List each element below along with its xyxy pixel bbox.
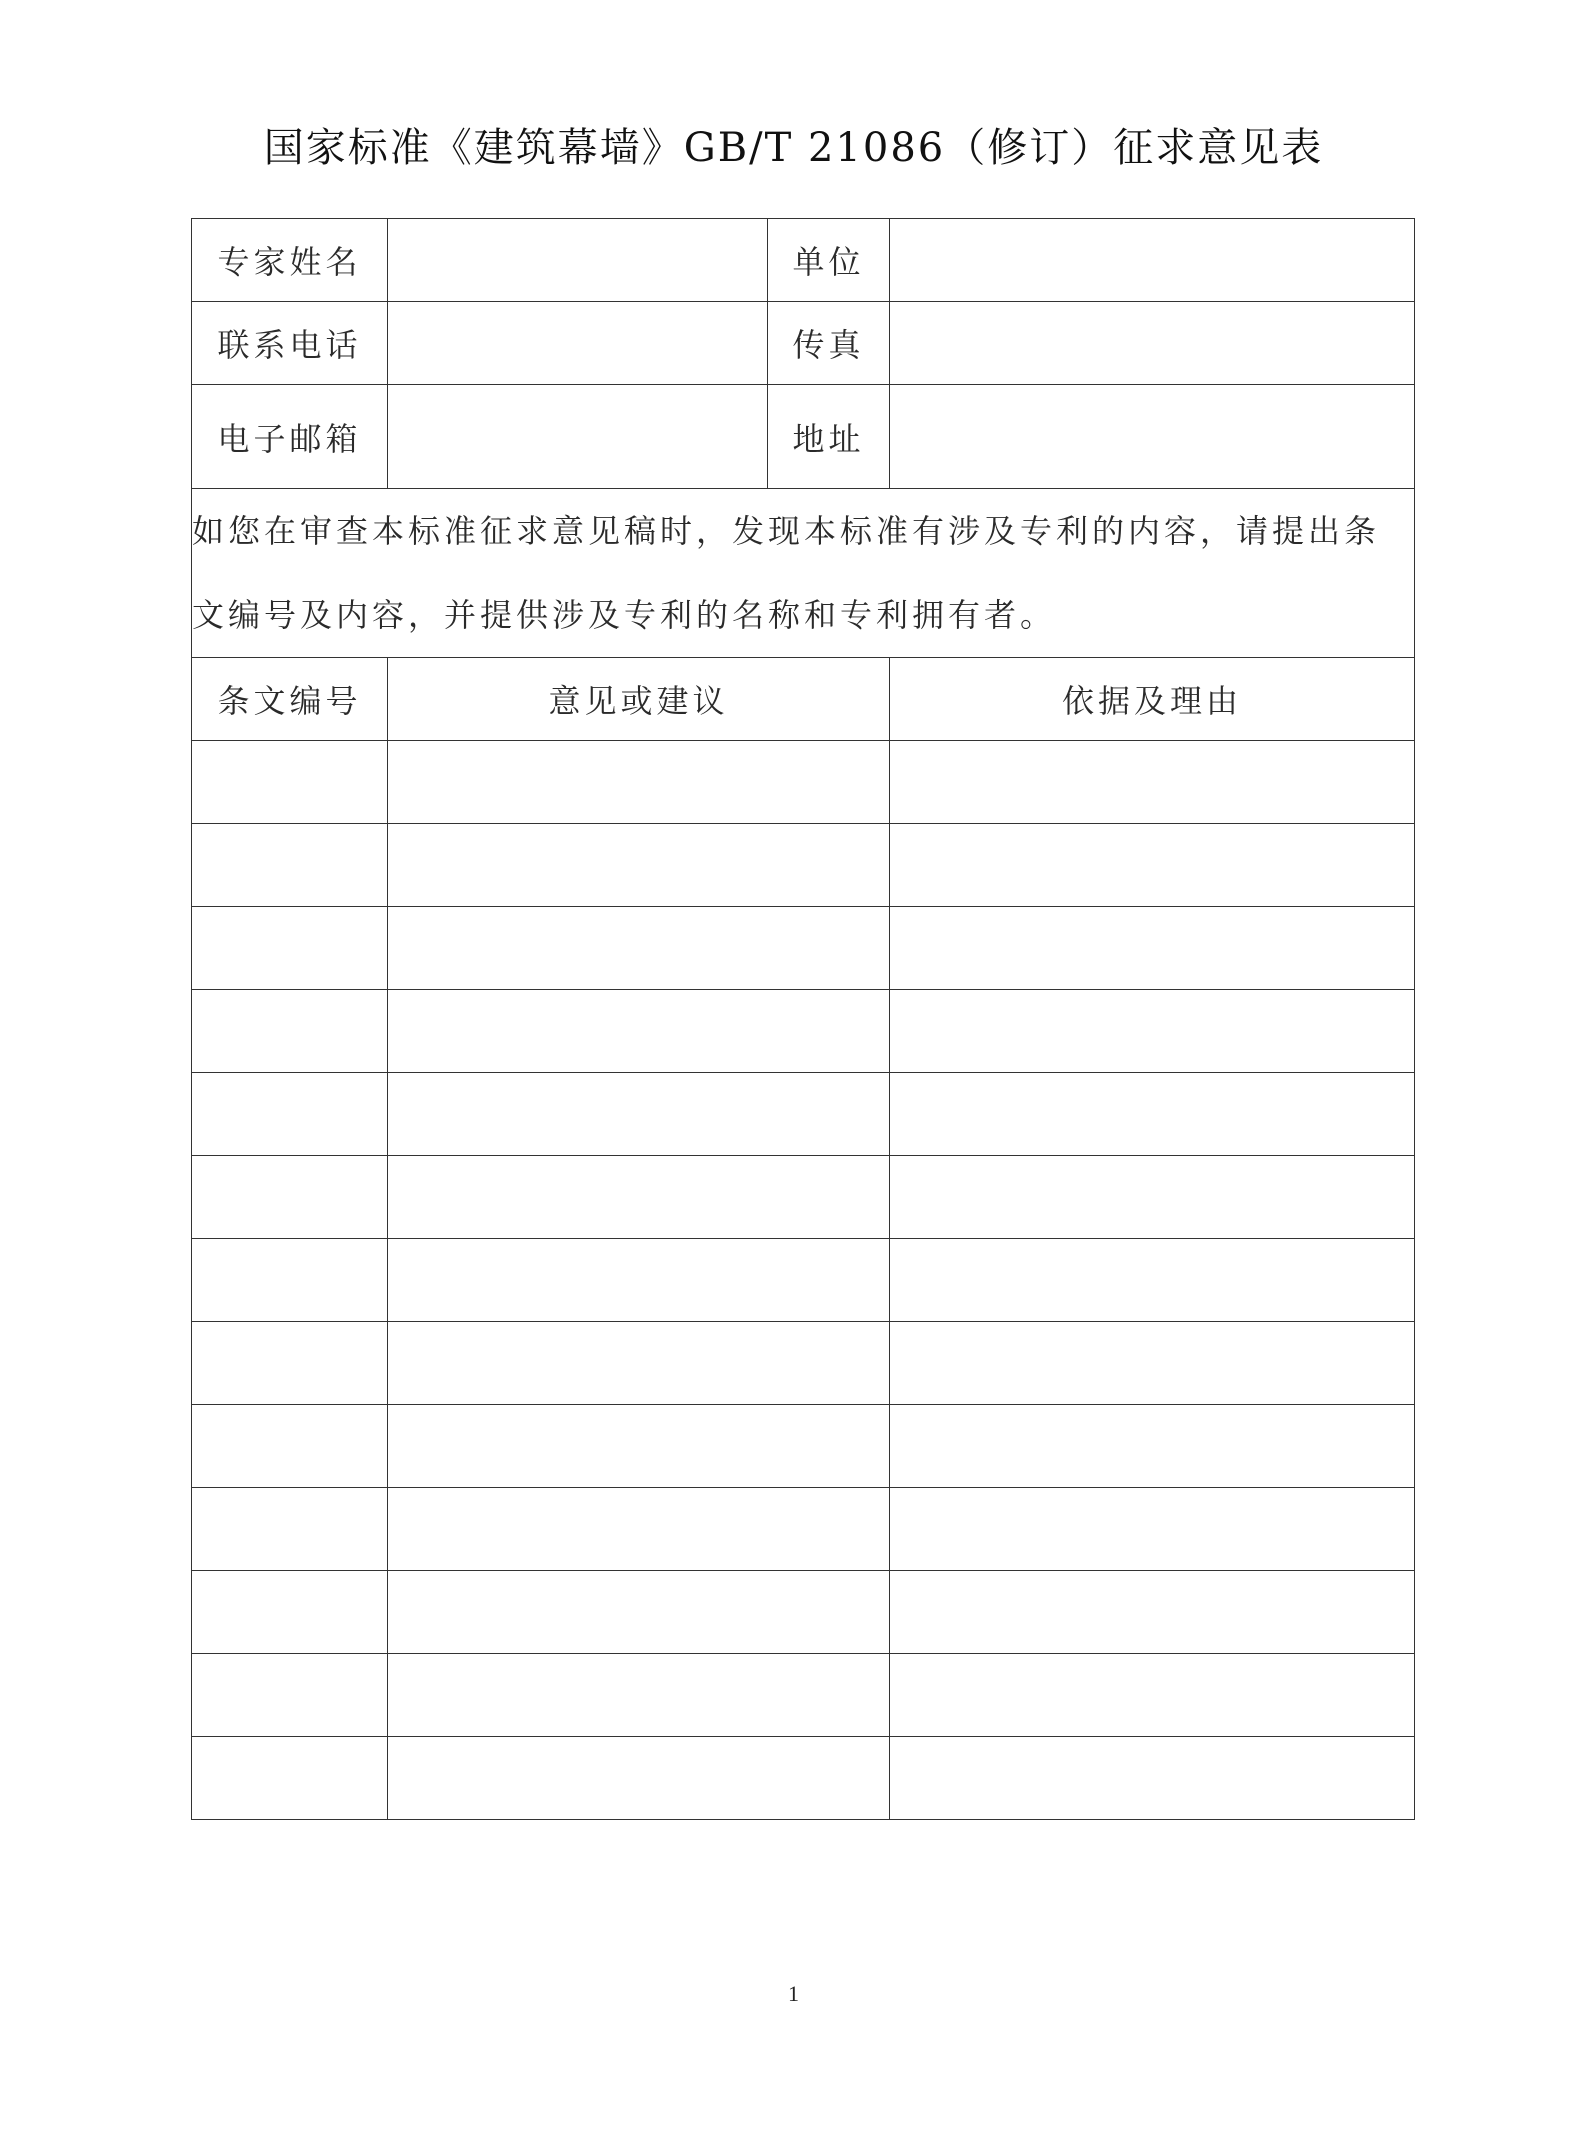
basis-cell[interactable] [890, 1571, 1415, 1654]
opinion-cell[interactable] [388, 1654, 890, 1737]
patent-notice-text: 如您在审查本标准征求意见稿时，发现本标准有涉及专利的内容，请提出条文编号及内容，并提供涉及专利的名称和专利拥有者。 [192, 489, 1415, 658]
unit-field[interactable] [890, 219, 1415, 302]
opinion-cell[interactable] [388, 990, 890, 1073]
clause-no-cell[interactable] [192, 1488, 388, 1571]
basis-cell[interactable] [890, 1322, 1415, 1405]
basis-cell[interactable] [890, 824, 1415, 907]
opinion-cell[interactable] [388, 1156, 890, 1239]
basis-cell[interactable] [890, 1737, 1415, 1820]
comment-row [192, 824, 1415, 907]
clause-no-cell[interactable] [192, 1737, 388, 1820]
clause-no-cell[interactable] [192, 1654, 388, 1737]
clause-no-cell[interactable] [192, 1239, 388, 1322]
basis-cell[interactable] [890, 990, 1415, 1073]
row-phone-fax [192, 302, 1415, 385]
basis-cell[interactable] [890, 1239, 1415, 1322]
phone-label: 联系电话 [192, 302, 388, 385]
basis-cell[interactable] [890, 741, 1415, 824]
comment-row [192, 741, 1415, 824]
opinion-cell[interactable] [388, 1737, 890, 1820]
opinion-cell[interactable] [388, 741, 890, 824]
clause-no-cell[interactable] [192, 990, 388, 1073]
page-number: 1 [788, 1981, 799, 2006]
basis-cell[interactable] [890, 1488, 1415, 1571]
comment-row [192, 907, 1415, 990]
row-patent-notice [192, 489, 1415, 658]
basis-cell[interactable] [890, 1073, 1415, 1156]
comment-row [192, 990, 1415, 1073]
clause-no-cell[interactable] [192, 1571, 388, 1654]
comment-row [192, 1654, 1415, 1737]
basis-cell[interactable] [890, 907, 1415, 990]
opinion-cell[interactable] [388, 1488, 890, 1571]
opinion-cell[interactable] [388, 907, 890, 990]
opinion-cell[interactable] [388, 1571, 890, 1654]
clause-no-cell[interactable] [192, 1322, 388, 1405]
row-comments-header [192, 658, 1415, 741]
comment-form-table [191, 218, 1415, 1820]
comment-row [192, 1322, 1415, 1405]
comment-row [192, 1405, 1415, 1488]
opinion-cell[interactable] [388, 1073, 890, 1156]
opinion-header: 意见或建议 [388, 658, 890, 741]
clause-no-cell[interactable] [192, 824, 388, 907]
fax-label: 传真 [768, 302, 890, 385]
opinion-cell[interactable] [388, 1322, 890, 1405]
address-field[interactable] [890, 385, 1415, 489]
row-expert-unit [192, 219, 1415, 302]
basis-header: 依据及理由 [890, 658, 1415, 741]
clause-no-cell[interactable] [192, 1073, 388, 1156]
expert-name-label: 专家姓名 [192, 219, 388, 302]
comment-row [192, 1737, 1415, 1820]
row-email-address [192, 385, 1415, 489]
clause-no-cell[interactable] [192, 1405, 388, 1488]
expert-name-field[interactable] [388, 219, 768, 302]
email-label: 电子邮箱 [192, 385, 388, 489]
clause-no-header: 条文编号 [192, 658, 388, 741]
fax-field[interactable] [890, 302, 1415, 385]
phone-field[interactable] [388, 302, 768, 385]
opinion-cell[interactable] [388, 1239, 890, 1322]
unit-label: 单位 [768, 219, 890, 302]
basis-cell[interactable] [890, 1405, 1415, 1488]
email-field[interactable] [388, 385, 768, 489]
address-label: 地址 [768, 385, 890, 489]
basis-cell[interactable] [890, 1654, 1415, 1737]
comment-row [192, 1073, 1415, 1156]
comment-row [192, 1239, 1415, 1322]
comment-row [192, 1488, 1415, 1571]
basis-cell[interactable] [890, 1156, 1415, 1239]
opinion-cell[interactable] [388, 824, 890, 907]
clause-no-cell[interactable] [192, 1156, 388, 1239]
clause-no-cell[interactable] [192, 741, 388, 824]
page-title: 国家标准《建筑幕墙》GB/T 21086（修订）征求意见表 [263, 125, 1324, 171]
clause-no-cell[interactable] [192, 907, 388, 990]
comment-row [192, 1571, 1415, 1654]
opinion-cell[interactable] [388, 1405, 890, 1488]
comment-row [192, 1156, 1415, 1239]
